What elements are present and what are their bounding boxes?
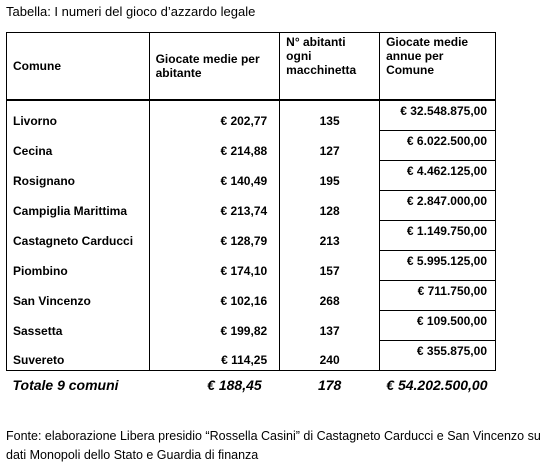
gambling-table <box>6 32 496 397</box>
cell-abitanti: 268 <box>280 281 380 311</box>
cell-annue: € 355.875,00 <box>380 341 496 371</box>
cell-comune: Suvereto <box>7 341 150 371</box>
table-header-row <box>7 33 496 101</box>
header-comune: Comune <box>7 33 150 101</box>
table-row <box>7 221 496 251</box>
cell-annue: € 109.500,00 <box>380 311 496 341</box>
total-annue: € 54.202.500,00 <box>386 377 488 393</box>
table-row <box>7 191 496 221</box>
cell-abitanti: 137 <box>280 311 380 341</box>
cell-annue: € 5.995.125,00 <box>380 251 496 281</box>
cell-comune: San Vincenzo <box>7 281 150 311</box>
cell-abitanti: 157 <box>280 251 380 281</box>
cell-giocate: € 114,25 <box>149 341 280 371</box>
total-giocate: € 188,45 <box>207 377 262 393</box>
source-note: Fonte: elaborazione Libera presidio “Rossella Casini” di Castagneto Carducci e San Vincenzo su dati Monopoli dello Stato e Guardia di finanza <box>6 429 541 462</box>
cell-giocate: € 174,10 <box>149 251 280 281</box>
table-row <box>7 251 496 281</box>
cell-comune: Cecina <box>7 131 150 161</box>
cell-giocate: € 102,16 <box>149 281 280 311</box>
cell-annue: € 32.548.875,00 <box>380 100 496 131</box>
cell-abitanti: 127 <box>280 131 380 161</box>
cell-comune: Livorno <box>7 100 150 131</box>
cell-giocate: € 199,82 <box>149 311 280 341</box>
cell-comune: Campiglia Marittima <box>7 191 150 221</box>
table-row <box>7 100 496 131</box>
cell-abitanti: 128 <box>280 191 380 221</box>
cell-abitanti: 195 <box>280 161 380 191</box>
cell-comune: Piombino <box>7 251 150 281</box>
table-row <box>7 131 496 161</box>
table-row <box>7 311 496 341</box>
cell-giocate: € 202,77 <box>149 100 280 131</box>
table-row <box>7 341 496 371</box>
cell-annue: € 2.847.000,00 <box>380 191 496 221</box>
cell-comune: Sassetta <box>7 311 150 341</box>
cell-annue: € 711.750,00 <box>380 281 496 311</box>
cell-comune: Castagneto Carducci <box>7 221 150 251</box>
cell-giocate: € 213,74 <box>149 191 280 221</box>
cell-giocate: € 128,79 <box>149 221 280 251</box>
total-abitanti: 178 <box>317 377 342 393</box>
cell-giocate: € 140,49 <box>149 161 280 191</box>
header-giocate-annue: Giocate medie annue per Comune <box>380 33 496 101</box>
cell-abitanti: 213 <box>280 221 380 251</box>
total-row <box>7 371 496 398</box>
table-row <box>7 161 496 191</box>
cell-annue: € 6.022.500,00 <box>380 131 496 161</box>
table-row <box>7 281 496 311</box>
cell-abitanti: 135 <box>280 100 380 131</box>
total-label: Totale 9 comuni <box>12 377 119 393</box>
cell-abitanti: 240 <box>280 341 380 371</box>
header-giocate-medie: Giocate medie per abitante <box>149 33 280 101</box>
header-abitanti-macchinetta: N° abitanti ogni macchinetta <box>280 33 380 101</box>
table-caption: Tabella: I numeri del gioco d’azzardo legale <box>6 4 256 19</box>
cell-annue: € 1.149.750,00 <box>380 221 496 251</box>
cell-giocate: € 214,88 <box>149 131 280 161</box>
cell-comune: Rosignano <box>7 161 150 191</box>
cell-annue: € 4.462.125,00 <box>380 161 496 191</box>
